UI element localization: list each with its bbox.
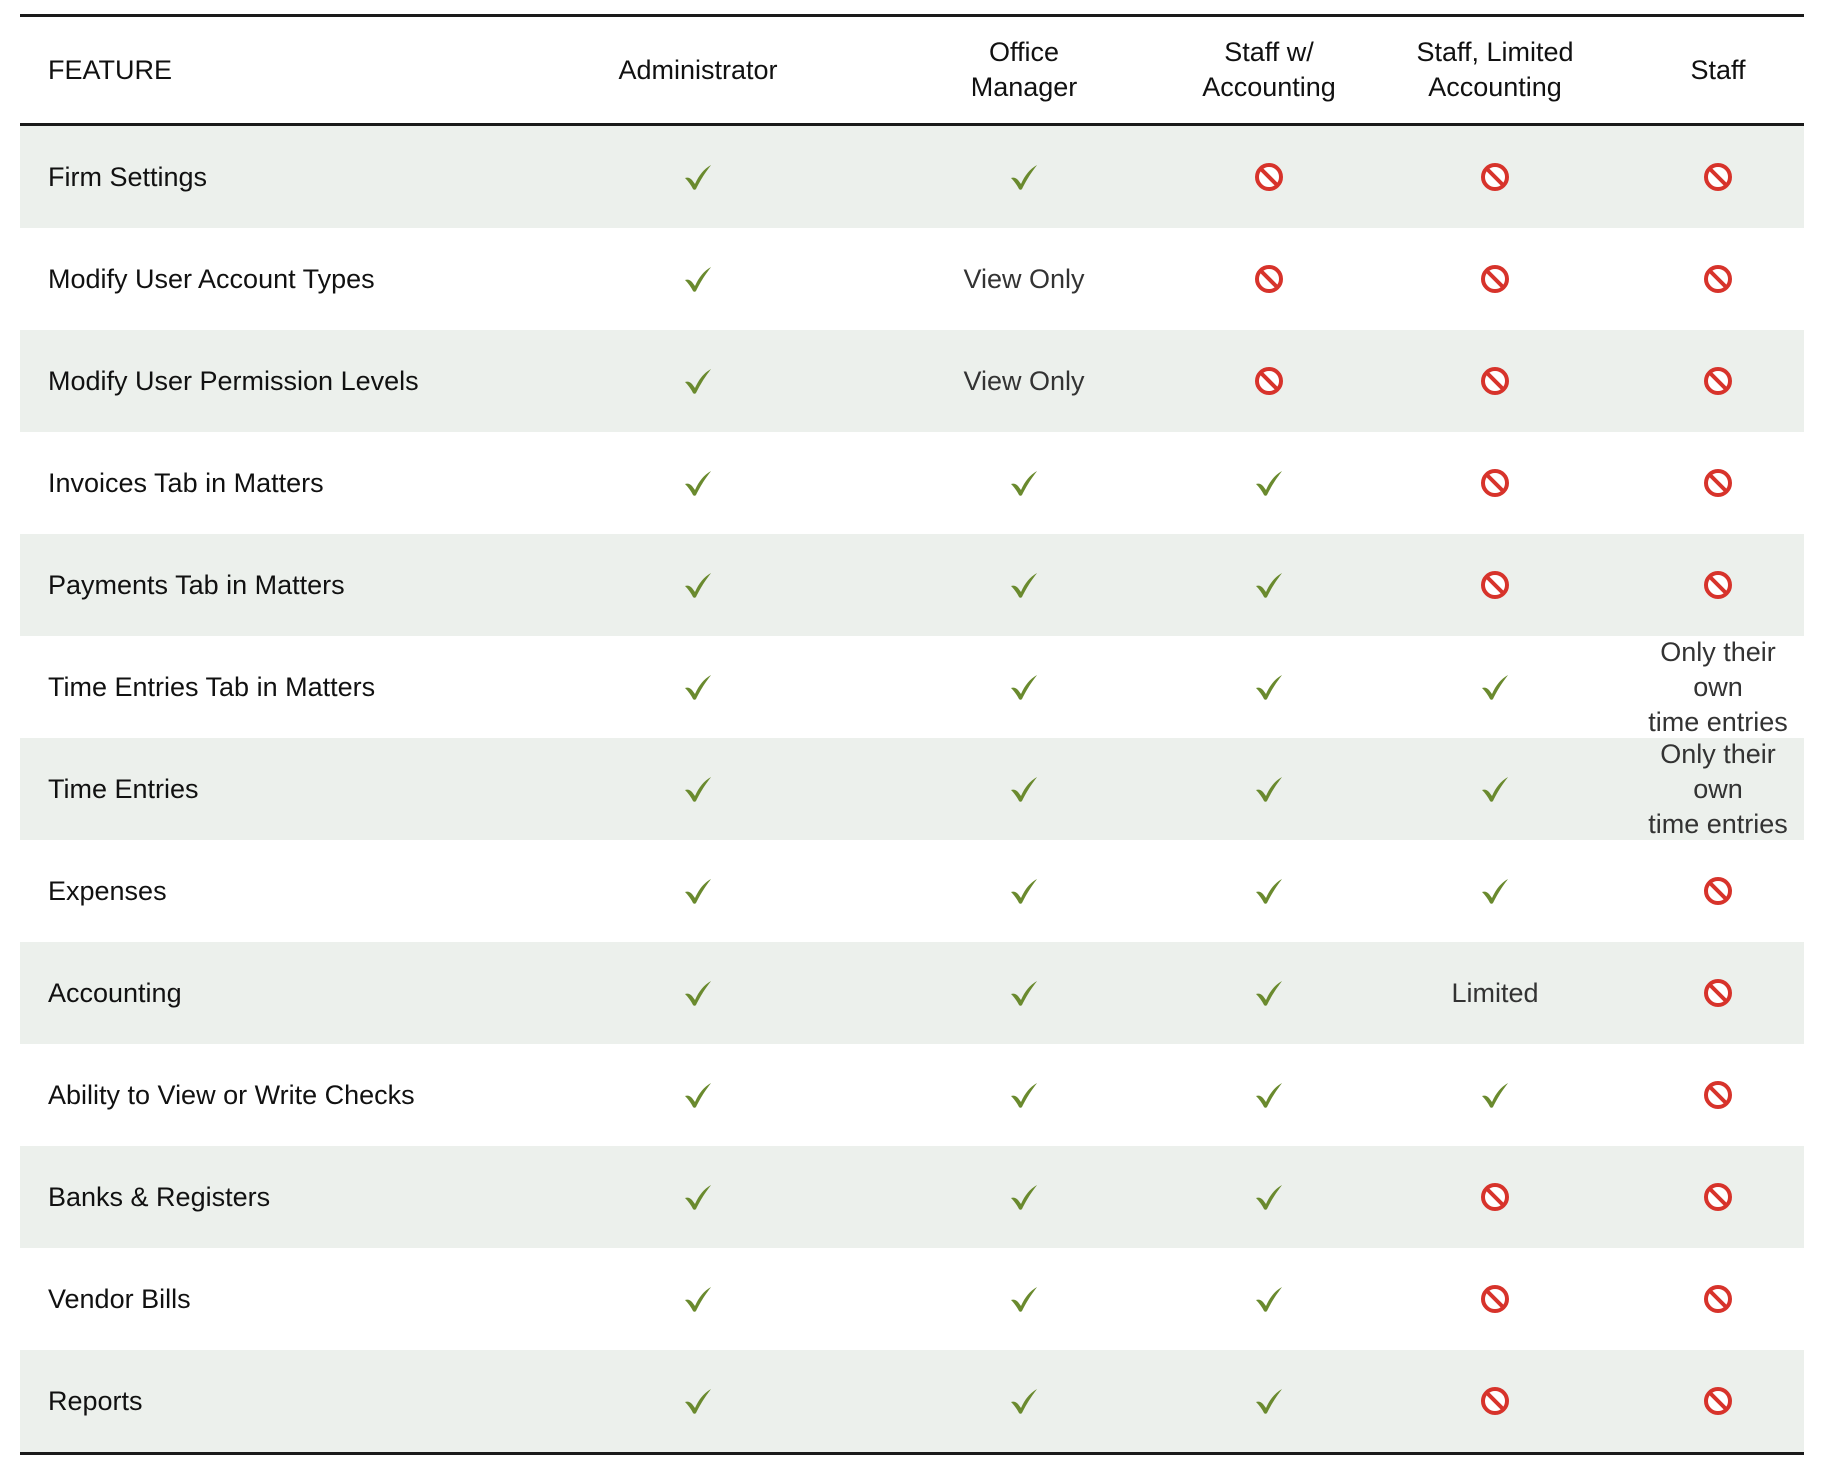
no-access-icon — [1480, 570, 1510, 600]
no-access-icon — [1254, 162, 1284, 192]
check-icon — [683, 673, 713, 701]
header-staff-limited-accounting: Staff, Limited Accounting — [1416, 37, 1574, 102]
cell-staff-with-accounting — [1132, 162, 1392, 192]
cell-staff-limited-accounting — [1392, 673, 1598, 701]
check-icon — [683, 571, 713, 599]
cell-staff-with-accounting — [1132, 1183, 1392, 1211]
check-icon — [1009, 979, 1039, 1007]
check-icon — [683, 1081, 713, 1109]
header-staff-with-accounting: Staff w/ Accounting — [1202, 37, 1336, 102]
check-icon — [683, 877, 713, 905]
feature-label: Payments Tab in Matters — [48, 569, 345, 600]
cell-staff — [1598, 737, 1804, 842]
check-icon — [1254, 775, 1284, 803]
check-icon — [1009, 571, 1039, 599]
cell-text: View Only — [963, 263, 1085, 294]
cell-staff-with-accounting — [1132, 673, 1392, 701]
cell-staff-limited-accounting — [1392, 366, 1598, 396]
cell-staff — [1598, 1182, 1804, 1212]
no-access-icon — [1480, 1284, 1510, 1314]
cell-staff-limited-accounting — [1392, 162, 1598, 192]
table-row — [20, 432, 1804, 534]
check-icon — [1009, 163, 1039, 191]
cell-staff-limited-accounting — [1392, 570, 1598, 600]
check-icon — [1254, 979, 1284, 1007]
table-row — [20, 942, 1804, 1044]
table-row — [20, 738, 1804, 840]
no-access-icon — [1703, 366, 1733, 396]
no-access-icon — [1703, 1080, 1733, 1110]
cell-office-manager — [916, 163, 1132, 191]
cell-staff — [1598, 366, 1804, 396]
check-icon — [683, 1387, 713, 1415]
cell-office-manager — [916, 364, 1132, 399]
check-icon — [1009, 1285, 1039, 1313]
no-access-icon — [1480, 1182, 1510, 1212]
cell-administrator — [550, 571, 916, 599]
cell-office-manager — [916, 877, 1132, 905]
check-icon — [1009, 877, 1039, 905]
cell-office-manager — [916, 262, 1132, 297]
no-access-icon — [1254, 264, 1284, 294]
cell-administrator — [550, 265, 916, 293]
table-header-row — [20, 17, 1804, 126]
cell-office-manager — [916, 1285, 1132, 1313]
table-row — [20, 1248, 1804, 1350]
cell-administrator — [550, 469, 916, 497]
check-icon — [1254, 571, 1284, 599]
no-access-icon — [1703, 978, 1733, 1008]
check-icon — [1480, 877, 1510, 905]
no-access-icon — [1254, 366, 1284, 396]
no-access-icon — [1480, 264, 1510, 294]
cell-staff-with-accounting — [1132, 571, 1392, 599]
cell-staff-with-accounting — [1132, 469, 1392, 497]
cell-staff — [1598, 468, 1804, 498]
check-icon — [1480, 775, 1510, 803]
feature-label: Firm Settings — [48, 161, 208, 192]
no-access-icon — [1703, 876, 1733, 906]
check-icon — [683, 367, 713, 395]
feature-label: Time Entries Tab in Matters — [48, 671, 376, 702]
no-access-icon — [1480, 162, 1510, 192]
cell-staff — [1598, 1284, 1804, 1314]
no-access-icon — [1703, 570, 1733, 600]
cell-office-manager — [916, 775, 1132, 803]
feature-label: Reports — [48, 1385, 143, 1416]
header-staff: Staff — [1690, 54, 1746, 85]
cell-staff-with-accounting — [1132, 775, 1392, 803]
cell-staff — [1598, 635, 1804, 740]
no-access-icon — [1703, 162, 1733, 192]
feature-label: Banks & Registers — [48, 1181, 271, 1212]
cell-staff-with-accounting — [1132, 264, 1392, 294]
cell-staff-limited-accounting — [1392, 1386, 1598, 1416]
cell-office-manager — [916, 1081, 1132, 1109]
cell-office-manager — [916, 571, 1132, 599]
cell-staff-limited-accounting — [1392, 1182, 1598, 1212]
check-icon — [1254, 877, 1284, 905]
no-access-icon — [1480, 468, 1510, 498]
check-icon — [683, 1183, 713, 1211]
cell-office-manager — [916, 979, 1132, 1007]
table-row — [20, 1146, 1804, 1248]
cell-administrator — [550, 1081, 916, 1109]
check-icon — [683, 469, 713, 497]
check-icon — [1254, 1285, 1284, 1313]
check-icon — [1009, 775, 1039, 803]
cell-administrator — [550, 1387, 916, 1415]
cell-staff-limited-accounting — [1392, 264, 1598, 294]
check-icon — [1009, 1081, 1039, 1109]
no-access-icon — [1703, 468, 1733, 498]
cell-staff-with-accounting — [1132, 366, 1392, 396]
check-icon — [683, 775, 713, 803]
no-access-icon — [1703, 1284, 1733, 1314]
header-office-manager: Office Manager — [970, 37, 1078, 102]
no-access-icon — [1480, 366, 1510, 396]
check-icon — [1009, 1387, 1039, 1415]
cell-text: View Only — [963, 365, 1085, 396]
cell-text: Only their own time entries — [1648, 738, 1788, 839]
cell-staff — [1598, 876, 1804, 906]
cell-administrator — [550, 1183, 916, 1211]
cell-staff — [1598, 570, 1804, 600]
cell-staff — [1598, 1386, 1804, 1416]
cell-administrator — [550, 1285, 916, 1313]
check-icon — [1009, 469, 1039, 497]
cell-staff-limited-accounting — [1392, 877, 1598, 905]
cell-administrator — [550, 163, 916, 191]
table-row — [20, 636, 1804, 738]
cell-staff-limited-accounting — [1392, 976, 1598, 1011]
feature-label: Ability to View or Write Checks — [48, 1079, 415, 1110]
cell-staff-limited-accounting — [1392, 775, 1598, 803]
feature-label: Expenses — [48, 875, 167, 906]
table-row — [20, 126, 1804, 228]
check-icon — [1254, 1387, 1284, 1415]
cell-staff-with-accounting — [1132, 979, 1392, 1007]
table-row — [20, 840, 1804, 942]
cell-administrator — [550, 877, 916, 905]
cell-administrator — [550, 775, 916, 803]
table-body — [20, 126, 1804, 1452]
cell-staff — [1598, 264, 1804, 294]
cell-text: Limited — [1451, 977, 1539, 1008]
permissions-table — [20, 14, 1804, 1455]
no-access-icon — [1480, 1386, 1510, 1416]
cell-administrator — [550, 673, 916, 701]
check-icon — [1480, 673, 1510, 701]
table-row — [20, 228, 1804, 330]
no-access-icon — [1703, 264, 1733, 294]
feature-label: Time Entries — [48, 773, 199, 804]
cell-staff-limited-accounting — [1392, 1081, 1598, 1109]
feature-label: Vendor Bills — [48, 1283, 191, 1314]
no-access-icon — [1703, 1386, 1733, 1416]
feature-label: Modify User Account Types — [48, 263, 375, 294]
header-administrator: Administrator — [618, 54, 778, 85]
cell-staff-with-accounting — [1132, 1285, 1392, 1313]
cell-staff — [1598, 162, 1804, 192]
header-feature: FEATURE — [48, 54, 173, 85]
check-icon — [1254, 673, 1284, 701]
check-icon — [1254, 1081, 1284, 1109]
cell-staff-with-accounting — [1132, 1081, 1392, 1109]
cell-administrator — [550, 979, 916, 1007]
no-access-icon — [1703, 1182, 1733, 1212]
check-icon — [1009, 1183, 1039, 1211]
feature-label: Modify User Permission Levels — [48, 365, 419, 396]
table-row — [20, 534, 1804, 636]
cell-office-manager — [916, 469, 1132, 497]
table-row — [20, 1044, 1804, 1146]
check-icon — [683, 1285, 713, 1313]
table-bottom-rule — [20, 1452, 1804, 1455]
cell-staff-with-accounting — [1132, 1387, 1392, 1415]
check-icon — [1009, 673, 1039, 701]
feature-label: Accounting — [48, 977, 182, 1008]
cell-administrator — [550, 367, 916, 395]
check-icon — [1480, 1081, 1510, 1109]
cell-staff-with-accounting — [1132, 877, 1392, 905]
feature-label: Invoices Tab in Matters — [48, 467, 324, 498]
cell-staff — [1598, 1080, 1804, 1110]
check-icon — [1254, 469, 1284, 497]
cell-office-manager — [916, 1387, 1132, 1415]
table-row — [20, 330, 1804, 432]
check-icon — [683, 979, 713, 1007]
cell-text: Only their own time entries — [1648, 636, 1788, 737]
cell-office-manager — [916, 1183, 1132, 1211]
check-icon — [683, 265, 713, 293]
cell-staff-limited-accounting — [1392, 1284, 1598, 1314]
cell-staff-limited-accounting — [1392, 468, 1598, 498]
check-icon — [1254, 1183, 1284, 1211]
check-icon — [683, 163, 713, 191]
cell-office-manager — [916, 673, 1132, 701]
cell-staff — [1598, 978, 1804, 1008]
table-row — [20, 1350, 1804, 1452]
